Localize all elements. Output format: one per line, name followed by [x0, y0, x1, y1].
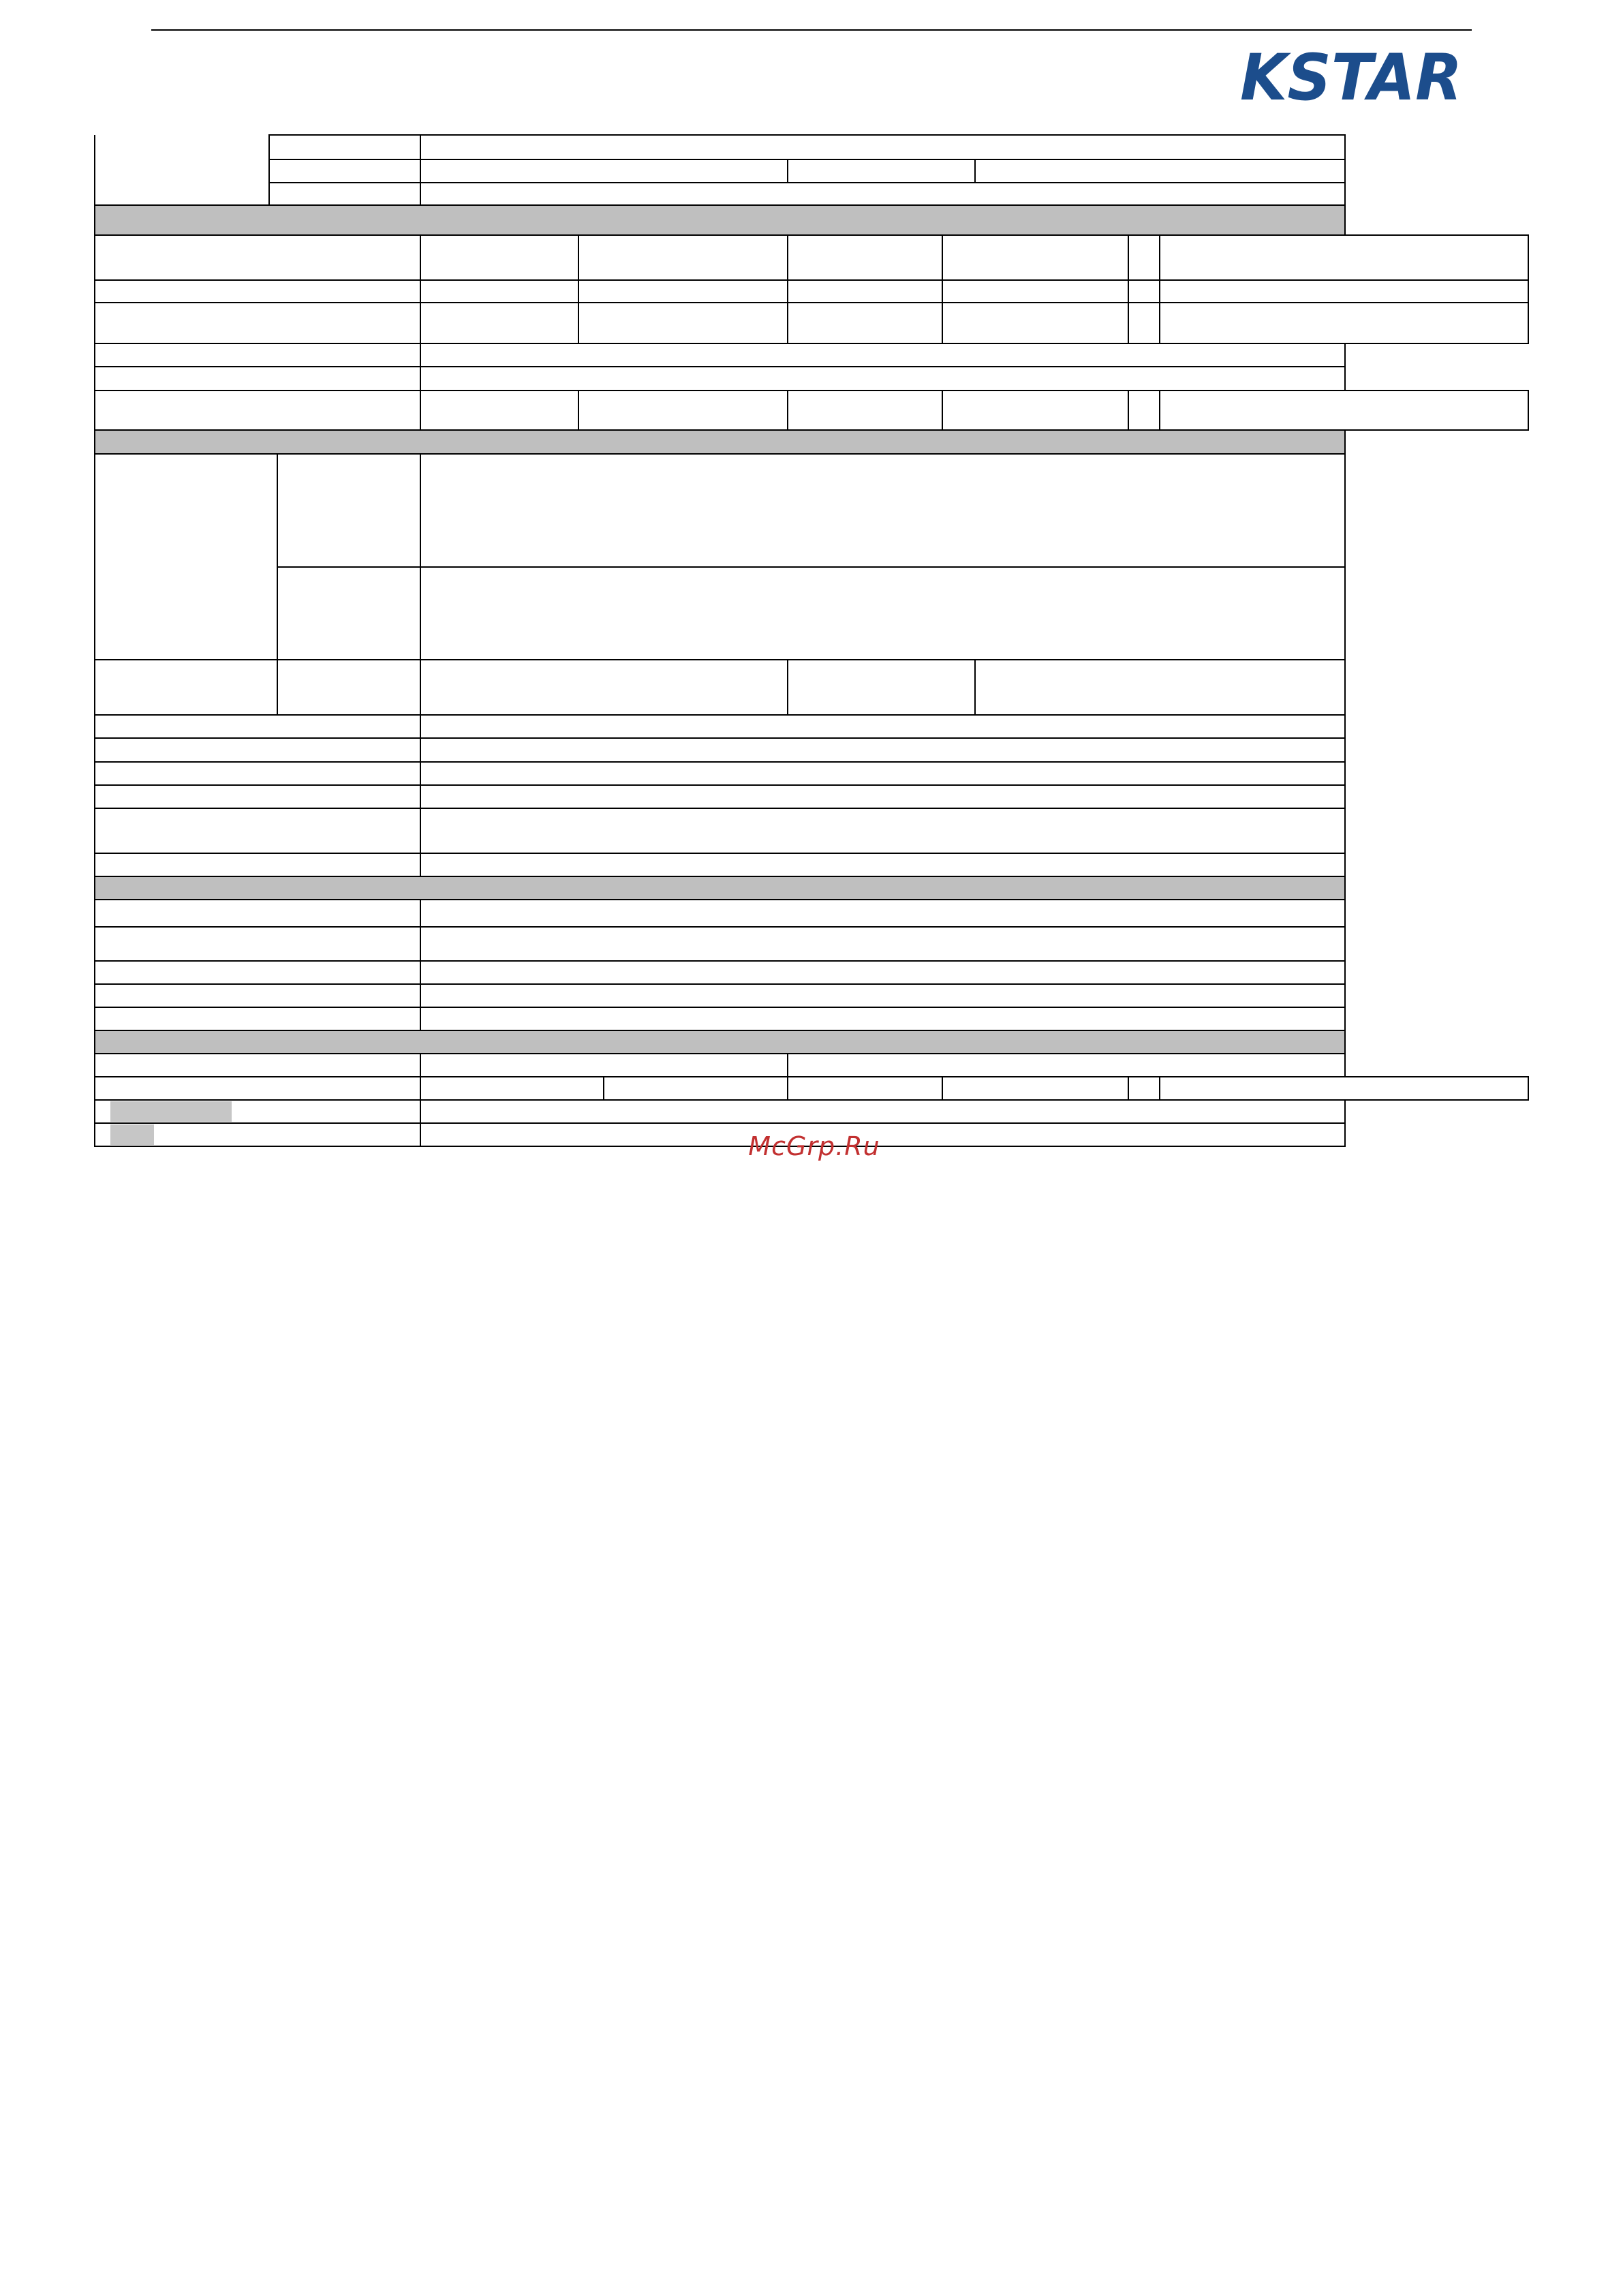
table-cell	[420, 853, 1345, 876]
table-row	[95, 367, 1528, 391]
table-cell	[95, 808, 420, 853]
table-cell	[1160, 280, 1528, 303]
section-header-cell	[95, 1030, 1345, 1054]
table-cell	[420, 785, 1345, 808]
table-cell	[578, 391, 788, 430]
section-header-row	[95, 876, 1528, 900]
table-cell	[1160, 391, 1528, 430]
table-row	[95, 927, 1528, 961]
table-cell	[420, 391, 578, 430]
table-cell	[420, 1054, 788, 1077]
table-cell	[975, 159, 1345, 183]
specification-table	[94, 134, 1529, 1147]
table-cell	[269, 135, 420, 159]
table-cell	[942, 1077, 1128, 1100]
table-row	[95, 235, 1528, 280]
table-cell	[788, 235, 942, 280]
table-cell	[420, 367, 1345, 391]
table-cell	[420, 1100, 1345, 1123]
table-row	[95, 808, 1528, 853]
table-cell	[95, 343, 420, 367]
table-cell	[1160, 303, 1528, 343]
table-row	[95, 1077, 1528, 1100]
table-cell	[420, 808, 1345, 853]
table-row	[95, 567, 1528, 660]
table-cell	[788, 1054, 1345, 1077]
table-cell	[95, 235, 420, 280]
table-cell	[604, 1077, 788, 1100]
section-header-row	[95, 205, 1528, 235]
table-row	[95, 1007, 1528, 1030]
table-cell	[578, 303, 788, 343]
table-row	[95, 1054, 1528, 1077]
table-cell	[788, 303, 942, 343]
kstar-logo	[1239, 44, 1464, 112]
table-cell	[95, 961, 420, 984]
table-cell	[420, 454, 1345, 567]
table-cell	[420, 280, 578, 303]
table-row	[95, 183, 1528, 205]
table-cell	[95, 1077, 420, 1100]
table-row	[95, 984, 1528, 1007]
table-cell	[95, 367, 420, 391]
table-cell	[420, 235, 578, 280]
table-row	[95, 391, 1528, 430]
table-cell	[95, 391, 420, 430]
table-cell	[95, 1100, 420, 1123]
table-cell	[95, 984, 420, 1007]
table-row	[95, 303, 1528, 343]
table-cell	[420, 900, 1345, 927]
shaded-text-block	[110, 1124, 154, 1145]
table-cell	[95, 785, 420, 808]
table-cell	[788, 1077, 942, 1100]
table-cell	[95, 738, 420, 762]
table-cell	[942, 391, 1128, 430]
section-header-row	[95, 1030, 1528, 1054]
section-header-cell	[95, 876, 1345, 900]
table-cell	[95, 715, 420, 738]
table-cell	[942, 235, 1128, 280]
table-cell	[420, 927, 1345, 961]
table-cell	[788, 280, 942, 303]
table-cell	[269, 159, 420, 183]
table-cell	[420, 1007, 1345, 1030]
table-cell	[420, 715, 1345, 738]
table-cell	[277, 567, 420, 660]
table-cell	[420, 135, 1345, 159]
table-cell	[1128, 235, 1160, 280]
table-cell	[277, 660, 420, 715]
watermark-text: McGrp.Ru	[748, 1131, 880, 1161]
table-cell	[788, 660, 975, 715]
table-cell	[420, 984, 1345, 1007]
table-cell	[95, 1007, 420, 1030]
table-row	[95, 660, 1528, 715]
table-cell	[420, 1077, 604, 1100]
table-cell	[95, 303, 420, 343]
svg-text:KSTAR: KSTAR	[1240, 44, 1462, 112]
section-header-row	[95, 430, 1528, 454]
table-cell	[578, 235, 788, 280]
table-cell	[942, 280, 1128, 303]
shaded-text-block	[110, 1101, 232, 1122]
table-cell	[1128, 303, 1160, 343]
table-cell	[95, 762, 420, 785]
table-cell	[1160, 1077, 1528, 1100]
table-cell	[578, 280, 788, 303]
table-row	[95, 280, 1528, 303]
table-cell	[1128, 1077, 1160, 1100]
table-row	[95, 715, 1528, 738]
table-row	[95, 343, 1528, 367]
table-row	[95, 159, 1528, 183]
table-cell	[942, 303, 1128, 343]
table-cell	[975, 660, 1345, 715]
table-cell	[95, 660, 277, 715]
table-row	[95, 454, 1528, 567]
table-cell	[420, 762, 1345, 785]
table-cell	[95, 454, 277, 660]
kstar-logo-mark	[1239, 44, 1464, 112]
table-row	[95, 762, 1528, 785]
table-cell	[420, 567, 1345, 660]
table-cell	[95, 927, 420, 961]
section-header-cell	[95, 205, 1345, 235]
table-cell	[1128, 391, 1160, 430]
table-cell	[788, 391, 942, 430]
table-row	[95, 738, 1528, 762]
table-cell	[420, 303, 578, 343]
table-cell	[95, 900, 420, 927]
table-cell	[420, 159, 788, 183]
table-cell	[277, 454, 420, 567]
table-cell	[95, 853, 420, 876]
table-cell	[1160, 235, 1528, 280]
table-cell	[95, 1123, 420, 1146]
table-cell	[420, 183, 1345, 205]
table-row	[95, 853, 1528, 876]
table-cell	[788, 159, 975, 183]
header-rule	[151, 29, 1472, 31]
table-row	[95, 1100, 1528, 1123]
table-row	[95, 135, 1528, 159]
table-row	[95, 900, 1528, 927]
table-cell	[95, 1054, 420, 1077]
table-cell	[269, 183, 420, 205]
table-cell	[95, 280, 420, 303]
table-cell	[420, 961, 1345, 984]
table-cell	[420, 660, 788, 715]
section-header-cell	[95, 430, 1345, 454]
table-row	[95, 785, 1528, 808]
table-row	[95, 961, 1528, 984]
table-cell	[420, 343, 1345, 367]
table-cell	[420, 738, 1345, 762]
table-cell	[1128, 280, 1160, 303]
table-cell	[95, 135, 269, 205]
